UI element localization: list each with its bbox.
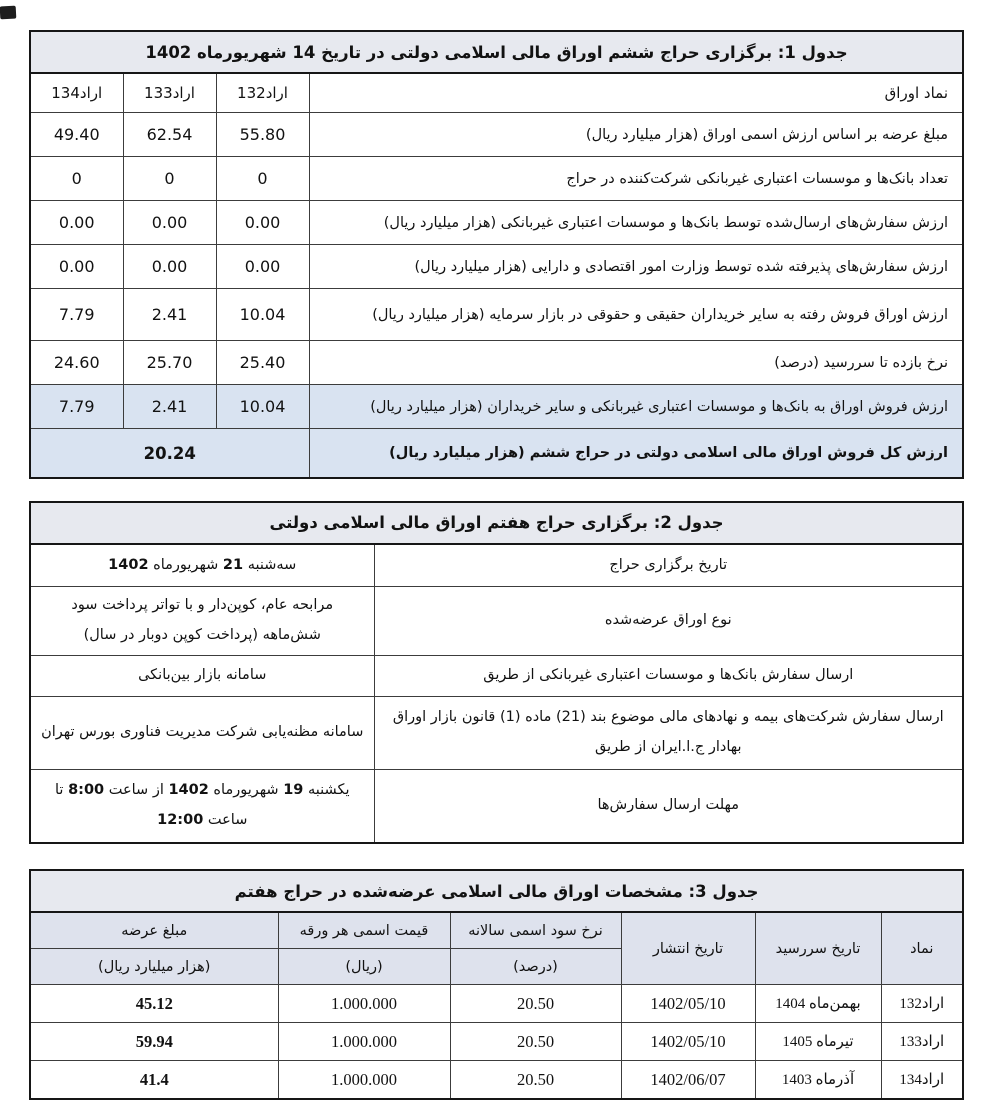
bond-type-value: مرابحه عام، کوپن‌دار و با تواتر پرداخت سود شش‌ماهه (پرداخت کوپن دوبار در سال)	[30, 587, 374, 656]
row-label: ارسال سفارش شرکت‌های بیمه و نهادهای مالی موضوع بند (21) ماده (1) قانون بازار اوراق بهادار ج.ا.ایران از طریق	[374, 697, 963, 770]
table-row-total	[30, 429, 963, 479]
table3-title: جدول 3: مشخصات اوراق مالی اسلامی عرضه‌شده در حراج هفتم	[30, 870, 963, 912]
table-row	[30, 656, 963, 697]
date-number: 1402	[108, 556, 149, 573]
date-text: شهریورماه	[208, 782, 284, 799]
table-row	[30, 245, 963, 289]
order-deadline-value	[30, 770, 374, 844]
col-unit-offer-amount: (هزار میلیارد ریال)	[30, 949, 278, 985]
cell-coupon-rate: 20.50	[450, 985, 621, 1023]
cell-value: 0.00	[30, 201, 123, 245]
cell-face-value: 1.000.000	[278, 1023, 450, 1061]
date-number: 1402	[168, 782, 209, 799]
table-header-row	[30, 912, 963, 949]
cell-value: 0	[30, 157, 123, 201]
document-page	[2, 0, 988, 1100]
date-text: از ساعت	[104, 782, 169, 799]
table-row	[30, 1061, 963, 1100]
col-unit-coupon-rate: (درصد)	[450, 949, 621, 985]
cell-coupon-rate: 20.50	[450, 1023, 621, 1061]
row-label: نرخ بازده تا سررسید (درصد)	[309, 341, 963, 385]
table-row	[30, 341, 963, 385]
cell-issue-date: 1402/05/10	[621, 985, 755, 1023]
auction-date-value	[30, 544, 374, 587]
cell-maturity: بهمن‌ماه 1404	[755, 985, 881, 1023]
cell-value: 24.60	[30, 341, 123, 385]
cell-offer-amount: 45.12	[30, 985, 278, 1023]
cell-value: 62.54	[123, 113, 216, 157]
cell-face-value: 1.000.000	[278, 985, 450, 1023]
row-label: ارزش سفارش‌های پذیرفته شده توسط وزارت امور اقتصادی و دارایی (هزار میلیارد ریال)	[309, 245, 963, 289]
row-label: ارزش فروش اوراق به بانک‌ها و موسسات اعتباری غیربانکی و سایر خریداران (هزار میلیارد ریال)	[309, 385, 963, 429]
time-number: 8:00	[68, 782, 105, 799]
table-auction-7-bond-specs	[29, 869, 964, 1100]
table-row	[30, 31, 963, 73]
cell-value: 25.70	[123, 341, 216, 385]
date-number: 21	[222, 556, 244, 573]
bank-order-channel-value: سامانه بازار بین‌بانکی	[30, 656, 374, 697]
cell-value: 25.40	[216, 341, 309, 385]
table2-title: جدول 2: برگزاری حراج هفتم اوراق مالی اسلامی دولتی	[30, 502, 963, 544]
cell-value: 49.40	[30, 113, 123, 157]
cell-value: 10.04	[216, 385, 309, 429]
row-label: ارزش سفارش‌های ارسال‌شده توسط بانک‌ها و موسسات اعتباری غیربانکی (هزار میلیارد ریال)	[309, 201, 963, 245]
col-header-maturity: تاریخ سررسید	[755, 912, 881, 985]
table-row	[30, 157, 963, 201]
cell-coupon-rate: 20.50	[450, 1061, 621, 1100]
table-row	[30, 502, 963, 544]
cell-value: 0.00	[216, 201, 309, 245]
row-label: ارسال سفارش بانک‌ها و موسسات اعتباری غیربانکی از طریق	[374, 656, 963, 697]
total-row-label: ارزش کل فروش اوراق مالی اسلامی دولتی در حراج ششم (هزار میلیارد ریال)	[309, 429, 963, 479]
date-text: شهریورماه	[148, 556, 223, 573]
cell-maturity: آذرماه 1403	[755, 1061, 881, 1100]
col-header-face-value: قیمت اسمی هر ورقه	[278, 912, 450, 949]
date-text: یکشنبه	[303, 782, 350, 799]
row-label: ارزش اوراق فروش رفته به سایر خریداران حقیقی و حقوقی در بازار سرمایه (هزار میلیارد ریال)	[309, 289, 963, 341]
cell-value: 0.00	[123, 245, 216, 289]
time-number: 12:00	[157, 812, 204, 828]
cell-issue-date: 1402/05/10	[621, 1023, 755, 1061]
cell-value: 0	[123, 157, 216, 201]
table-row	[30, 289, 963, 341]
date-text: سه‌شنبه	[243, 556, 297, 573]
cell-value: 7.79	[30, 289, 123, 341]
col-header-issue-date: تاریخ انتشار	[621, 912, 755, 985]
cell-maturity: تیرماه 1405	[755, 1023, 881, 1061]
table-row	[30, 544, 963, 587]
row-label: تاریخ برگزاری حراج	[374, 544, 963, 587]
spacer	[28, 844, 964, 869]
table-row-highlighted	[30, 385, 963, 429]
cell-value: 0.00	[123, 201, 216, 245]
col-header-symbol: نماد	[881, 912, 963, 985]
cell-value: 2.41	[123, 289, 216, 341]
table-row	[30, 1023, 963, 1061]
table-auction-6-results	[29, 30, 964, 479]
date-text: تا ساعت	[54, 782, 248, 828]
table-row	[30, 113, 963, 157]
spacer	[28, 479, 964, 501]
row-label: تعداد بانک‌ها و موسسات اعتباری غیربانکی شرکت‌کننده در حراج	[309, 157, 963, 201]
cell-value: 0.00	[216, 245, 309, 289]
cell-offer-amount: 59.94	[30, 1023, 278, 1061]
table1-header-col2: اراد133	[123, 73, 216, 113]
cell-value: 0.00	[30, 245, 123, 289]
cell-face-value: 1.000.000	[278, 1061, 450, 1100]
cell-value: 10.04	[216, 289, 309, 341]
cell-value: 7.79	[30, 385, 123, 429]
table-row	[30, 870, 963, 912]
date-number: 19	[283, 782, 304, 799]
scan-artifact	[0, 6, 16, 20]
table1-title: جدول 1: برگزاری حراج ششم اوراق مالی اسلامی دولتی در تاریخ 14 شهریورماه 1402	[30, 31, 963, 73]
table-row	[30, 697, 963, 770]
cell-symbol: اراد133	[881, 1023, 963, 1061]
row-label: نوع اوراق عرضه‌شده	[374, 587, 963, 656]
cell-value: 55.80	[216, 113, 309, 157]
row-label: مبلغ عرضه بر اساس ارزش اسمی اوراق (هزار میلیارد ریال)	[309, 113, 963, 157]
row-label: مهلت ارسال سفارش‌ها	[374, 770, 963, 844]
cell-value: 0	[216, 157, 309, 201]
cell-symbol: اراد132	[881, 985, 963, 1023]
table1-header-col3: اراد134	[30, 73, 123, 113]
table1-header-label: نماد اوراق	[309, 73, 963, 113]
table-row	[30, 770, 963, 844]
total-value: 20.24	[30, 429, 309, 479]
col-header-coupon-rate: نرخ سود اسمی سالانه	[450, 912, 621, 949]
col-header-offer-amount: مبلغ عرضه	[30, 912, 278, 949]
table-auction-7-announcement	[29, 501, 964, 844]
table-row	[30, 201, 963, 245]
col-unit-face-value: (ریال)	[278, 949, 450, 985]
institution-order-channel-value: سامانه مظنه‌یابی شرکت مدیریت فناوری بورس تهران	[30, 697, 374, 770]
table1-header-col1: اراد132	[216, 73, 309, 113]
cell-symbol: اراد134	[881, 1061, 963, 1100]
table-row	[30, 985, 963, 1023]
cell-offer-amount: 41.4	[30, 1061, 278, 1100]
table-row	[30, 587, 963, 656]
cell-issue-date: 1402/06/07	[621, 1061, 755, 1100]
cell-value: 2.41	[123, 385, 216, 429]
table-row	[30, 73, 963, 113]
